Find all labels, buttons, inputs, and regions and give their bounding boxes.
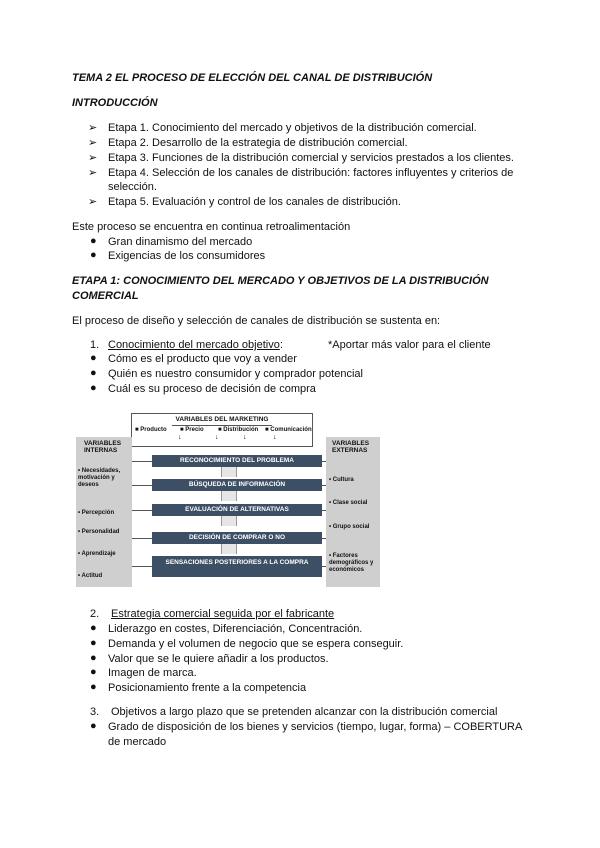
feedback-text: Este proceso se encuentra en continua retroalimentación bbox=[72, 221, 351, 233]
mv-item: ■ Comunicación bbox=[265, 427, 312, 433]
step-connector bbox=[221, 467, 237, 477]
external-variables-title: VARIABLES EXTERNAS bbox=[332, 440, 370, 454]
stage-item: Etapa 4. Selección de los canales de distribución: factores influyentes y criterios de bbox=[108, 167, 514, 179]
external-variable-item: • Grupo social bbox=[329, 524, 370, 530]
internal-variable-item: • Personalidad bbox=[78, 529, 120, 535]
external-variable-item: • Clase social bbox=[329, 500, 368, 506]
connector-line bbox=[132, 510, 152, 511]
external-variable-item: • Cultura bbox=[329, 477, 354, 483]
arrow-bullet-icon: ➢ bbox=[88, 196, 98, 208]
down-arrow-icon: ↓ bbox=[178, 434, 182, 441]
point1-bullet: Quién es nuestro consumidor y comprador potencial bbox=[108, 368, 363, 380]
point2-bullet: Demanda y el volumen de negocio que se espera conseguir. bbox=[108, 638, 404, 650]
connector-line bbox=[132, 485, 152, 486]
down-arrow-icon: ↓ bbox=[243, 434, 247, 441]
arrow-bullet-icon: ➢ bbox=[88, 152, 98, 164]
feedback-bullet: Gran dinamismo del mercado bbox=[108, 236, 253, 248]
point2-bullet: Valor que se le quiere añadir a los productos. bbox=[108, 653, 329, 665]
mv-item: ■ Producto bbox=[135, 427, 167, 433]
etapa1-heading-cont: COMERCIAL bbox=[72, 290, 139, 302]
bullet-icon: ● bbox=[90, 666, 97, 678]
point1-bullet: Cómo es el producto que voy a vender bbox=[108, 353, 297, 365]
down-arrow-icon: ↓ bbox=[215, 434, 219, 441]
page-title: TEMA 2 EL PROCESO DE ELECCIÓN DEL CANAL DE DISTRIBUCIÓN bbox=[72, 72, 433, 84]
feedback-bullet: Exigencias de los consumidores bbox=[108, 250, 266, 262]
bullet-icon: ● bbox=[90, 352, 97, 364]
internal-variable-item: • Aprendizaje bbox=[78, 551, 116, 557]
point1-bullet: Cuál es su proceso de decisión de compra bbox=[108, 383, 316, 395]
marketing-variables-title: VARIABLES DEL MARKETING bbox=[175, 416, 269, 423]
point1-heading bbox=[108, 338, 283, 353]
bullet-icon: ● bbox=[90, 652, 97, 664]
stage-item: Etapa 5. Evaluación y control de los canales de distribución. bbox=[108, 196, 401, 208]
bullet-icon: ● bbox=[90, 367, 97, 379]
arrow-bullet-icon: ➢ bbox=[88, 122, 98, 134]
step-box: SENSACIONES POSTERIORES A LA COMPRA bbox=[152, 556, 322, 577]
stage-item: Etapa 1. Conocimiento del mercado y objetivos de la distribución comercial. bbox=[108, 122, 477, 134]
internal-variable-item: • Necesidades, motivación y deseos bbox=[78, 468, 121, 488]
step-box: EVALUACIÓN DE ALTERNATIVAS bbox=[152, 504, 322, 516]
bullet-icon: ● bbox=[90, 249, 97, 261]
etapa1-heading: ETAPA 1: CONOCIMIENTO DEL MERCADO Y OBJETIVOS DE LA DISTRIBUCIÓN bbox=[72, 275, 489, 287]
connector-line bbox=[322, 461, 326, 462]
point1-number: 1. bbox=[90, 339, 100, 351]
external-variables-panel bbox=[326, 437, 380, 587]
mv-item: ■ Distribución bbox=[218, 427, 259, 433]
point3-number: 3. bbox=[90, 706, 100, 718]
stage-item: Etapa 2. Desarrollo de la estrategia de distribución comercial. bbox=[108, 137, 408, 149]
mv-item: ■ Precio bbox=[180, 427, 204, 433]
step-connector bbox=[221, 516, 237, 526]
point3-bullet: Grado de disposición de los bienes y servicios (tiempo, lugar, forma) – COBERTURA bbox=[108, 721, 523, 733]
step-box: BÚSQUEDA DE INFORMACIÓN bbox=[152, 479, 322, 491]
stage-item-continued: selección. bbox=[108, 181, 157, 193]
internal-variable-item: • Actitud bbox=[78, 573, 103, 579]
bullet-icon: ● bbox=[90, 681, 97, 693]
marketing-variables-box bbox=[131, 413, 313, 447]
intro-heading: INTRODUCCIÓN bbox=[72, 97, 158, 109]
internal-variable-item: • Percepción bbox=[78, 510, 115, 516]
bullet-icon: ● bbox=[90, 382, 97, 394]
point3-heading: Objetivos a largo plazo que se pretenden alcanzar con la distribución comercial bbox=[111, 706, 498, 718]
bullet-icon: ● bbox=[90, 235, 97, 247]
arrow-bullet-icon: ➢ bbox=[88, 137, 98, 149]
point2-bullet: Liderazgo en costes, Diferenciación, Concentración. bbox=[108, 623, 363, 635]
bullet-icon: ● bbox=[90, 622, 97, 634]
internal-variables-panel bbox=[76, 437, 132, 587]
connector-line bbox=[322, 510, 326, 511]
point2-bullet: Posicionamiento frente a la competencia bbox=[108, 682, 307, 694]
step-connector bbox=[221, 491, 237, 501]
connector-line bbox=[322, 538, 326, 539]
point3-bullet-cont: de mercado bbox=[108, 736, 167, 748]
down-arrow-icon: ↓ bbox=[273, 434, 277, 441]
connector-line bbox=[132, 461, 152, 462]
etapa1-intro: El proceso de diseño y selección de canales de distribución se sustenta en: bbox=[72, 315, 441, 327]
point1-colon: : bbox=[279, 339, 283, 351]
divider bbox=[172, 425, 272, 426]
point1-note: *Aportar más valor para el cliente bbox=[328, 339, 491, 351]
connector-line bbox=[322, 485, 326, 486]
point2-bullet: Imagen de marca. bbox=[108, 667, 197, 679]
point2-number: 2. bbox=[90, 608, 100, 620]
internal-variables-title: VARIABLES INTERNAS bbox=[84, 440, 122, 454]
connector-line bbox=[132, 566, 152, 567]
connector-line bbox=[322, 566, 326, 567]
connector-line bbox=[132, 538, 152, 539]
bullet-icon: ● bbox=[90, 720, 97, 732]
step-connector bbox=[221, 544, 237, 554]
bullet-icon: ● bbox=[90, 637, 97, 649]
arrow-bullet-icon: ➢ bbox=[88, 167, 98, 179]
point1-label: Conocimiento del mercado objetivo bbox=[108, 339, 280, 351]
external-variable-item: • Factores demográficos y económicos bbox=[329, 553, 374, 573]
point2-heading: Estrategia comercial seguida por el fabricante bbox=[111, 608, 335, 620]
step-box: DECISIÓN DE COMPRAR O NO bbox=[152, 532, 322, 544]
stage-item: Etapa 3. Funciones de la distribución comercial y servicios prestados a los clientes. bbox=[108, 152, 514, 164]
step-box: RECONOCIMIENTO DEL PROBLEMA bbox=[152, 455, 322, 467]
